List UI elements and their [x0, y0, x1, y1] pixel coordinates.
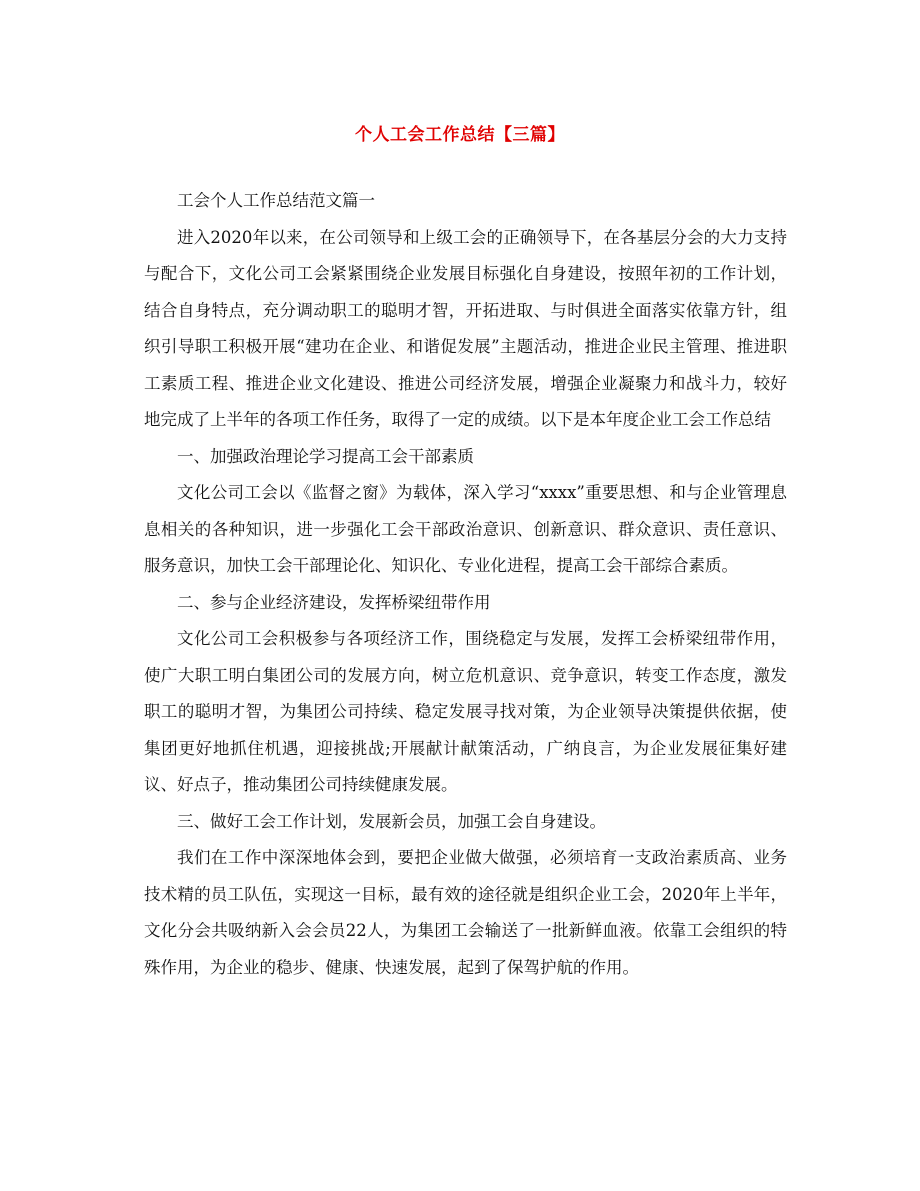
section-heading-1: 一、加强政治理论学习提高工会干部素质 [177, 446, 474, 466]
document-title: 个人工会工作总结【三篇】 [355, 125, 565, 145]
paragraph-3: 我们在工作中深深地体会到，要把企业做大做强，必须培育一支政治素质高、业务技术精的员工队伍，实现这一目标，最有效的途径就是组织企业工会，2020年上半年，文化分会共吸纳新入会会员22人，为集团工会输送了一批新鲜血液。依靠工会组织的特殊作用，为企业的稳步、健康、快速发展，起到了保驾护航的作用。 [144, 848, 787, 977]
document-body [144, 183, 787, 986]
section-heading-2: 二、参与企业经济建设，发挥桥梁纽带作用 [177, 592, 491, 612]
section-heading-3: 三、做好工会工作计划，发展新会员，加强工会自身建设。 [177, 811, 606, 831]
paragraph-1: 文化公司工会以《监督之窗》为载体，深入学习“xxxx”重要思想、和与企业管理息息相关的各种知识，进一步强化工会干部政治意识、创新意识、群众意识、责任意识、服务意识，加快工会干部理论化、知识化、专业化进程，提高工会干部综合素质。 [144, 483, 787, 575]
paragraph-2: 文化公司工会积极参与各项经济工作，围绕稳定与发展，发挥工会桥梁纽带作用，使广大职工明白集团公司的发展方向，树立危机意识、竞争意识，转变工作态度，激发职工的聪明才智，为集团公司持续、稳定发展寻找对策，为企业领导决策提供依据，使集团更好地抓住机遇，迎接挑战;开展献计献策活动，广纳良言，为企业发展征集好建议、好点子，推动集团公司持续健康发展。 [144, 629, 787, 794]
section-heading-intro: 工会个人工作总结范文篇一 [177, 191, 375, 210]
paragraph-intro: 进入2020年以来，在公司领导和上级工会的正确领导下，在各基层分会的大力支持与配合下，文化公司工会紧紧围绕企业发展目标强化自身建设，按照年初的工作计划，结合自身特点，充分调动职工的聪明才智，开拓进取、与时俱进全面落实依靠方针，组织引导职工积极开展“建功在企业、和谐促发展”主题活动，推进企业民主管理、推进职工素质工程、推进企业文化建设、推进公司经济发展，增强企业凝聚力和战斗力，较好地完成了上半年的各项工作任务，取得了一定的成绩。以下是本年度企业工会工作总结 [144, 227, 787, 429]
